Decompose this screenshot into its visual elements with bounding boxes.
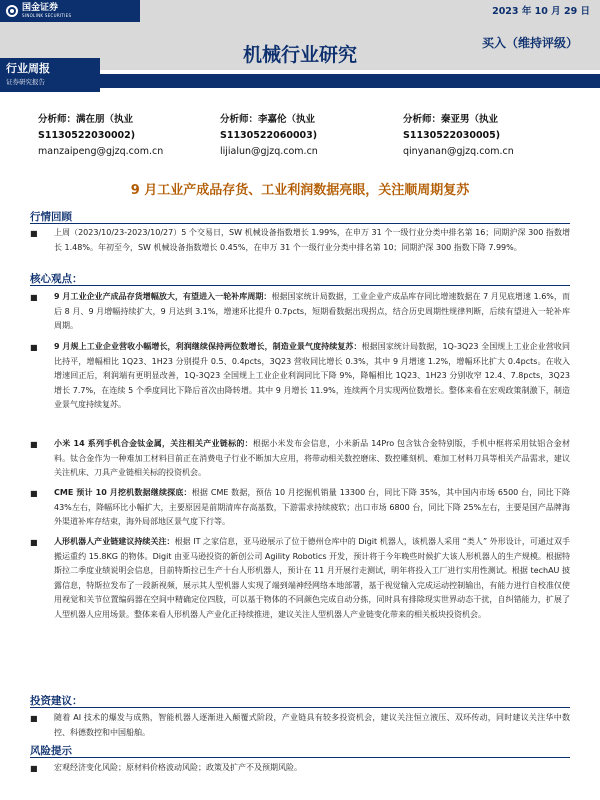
section-divider: [30, 707, 570, 708]
analyst-email[interactable]: manzaipeng@gjzq.com.cn: [38, 146, 164, 157]
logo-en: SINOLINK SECURITIES: [22, 13, 72, 18]
sinolink-logo-icon: [6, 5, 18, 17]
analyst-name: 分析师：李嘉伦（执业: [220, 114, 316, 125]
core-point: [30, 437, 570, 481]
core-point-key: 人形机器人产业链建议持续关注：: [54, 537, 175, 546]
bullet-icon: ■: [30, 440, 38, 449]
core-point-text: 根据 CME 数据，预估 10 月挖掘机销量 13300 台，同比下降 35%，其中国内市场 6500 台，同比下降 43%左右，降幅环比小幅扩大，主要原因是前期清库存高基数，下游需求持续疲软；出口市场 6800 台，同比下降 25%左右，主要是国产品牌海外渠道补库存结束，海外局部地区景气度下行等。: [54, 488, 570, 526]
analyst-name: 分析师：满在朋（执业: [38, 114, 134, 125]
rating-badge: 买入（维持评级）: [481, 36, 578, 50]
core-point: [30, 290, 570, 334]
bullet-icon: ■: [30, 343, 38, 352]
core-point-text: 根据 IT 之家信息，亚马逊展示了位于德州仓库中的 Digit 机器人，该机器人采用 “类人” 外形设计，可通过双手搬运重约 15.8KG 的物体。Digit 由亚马逊投资的新创公司 Agility Robotics 开发，预计将于今年晚些时候扩大该人形机器人的生产规模。根据特斯拉二季度业绩说明会信息，目前特斯拉已生产十台人形机器人，预计在 11 月开展行走测试，明年将投入工厂进行实用性测试。根据 techAU 披露信息，特斯拉发布了一段新视频，展示其人型机器人实现了端到端神经网络本地部署，基于视觉输入完成运动控制输出，有能力进行自校准仅使用视觉和关节位置编码器在空间中精确定位四肢，可以基于物体的不同颜色完成自动分拣，同时具有排除现实世界动态干扰，自纠错能力，扩展了人型机器人应用场景。整体来看人形机器人产业化正持续推进，建议关注人型机器人产业链变化带来的相关板块投资机会。: [54, 537, 571, 619]
analyst-block: [403, 112, 514, 160]
analyst-license: S1130522030005): [403, 130, 501, 141]
section-title-risk: 风险提示: [30, 745, 72, 757]
analyst-name: 分析师：秦亚男（执业: [403, 114, 499, 125]
core-point-key: 小米 14 系列手机合金钛金属，关注相关产业链标的：: [54, 439, 253, 448]
invest-paragraph: [30, 711, 570, 740]
section-title-core: 核心观点：: [30, 273, 83, 285]
report-header: [0, 0, 600, 110]
bullet-icon: ■: [30, 229, 38, 238]
report-date: 2023 年 10 月 29 日: [492, 6, 590, 17]
section-divider: [30, 223, 570, 224]
report-title: 机械行业研究: [242, 44, 357, 66]
bullet-icon: ■: [30, 764, 38, 773]
analyst-block: [220, 112, 318, 160]
core-point-text: 根据小米发布会信息，小米新品 14Pro 包含钛合金特别版，手机中框将采用钛铝合金材料。钛合金作为一种难加工材料目前正在消费电子行业不断加大应用，将带动相关数控磨床、数控雕刻机、难加工材料刀具等相关产品需求，建议关注机床、刀具产业链相关标的投资机会。: [54, 439, 570, 477]
analyst-block: [38, 112, 163, 160]
analyst-email[interactable]: qinyanan@gjzq.com.cn: [403, 146, 514, 157]
bullet-icon: ■: [30, 538, 38, 547]
bullet-icon: ■: [30, 489, 38, 498]
risk-text: 宏观经济变化风险；原材料价格波动风险；政策及扩产不及预期风险。: [54, 763, 302, 772]
core-point-text: 根据国家统计局数据，1Q-3Q23 全国规上工业企业营收同比持平，增幅相比 1Q23、1H23 分别提升 0.5、0.4pcts，3Q23 营收同比增长 0.3%，其中 9 月增速 1.2%，增幅环比扩大 0.4pcts。在收入增速回正后，利润端有更明显改善，1Q-3Q23 全国规上工业企业利润同比下降 9%，降幅相比 1Q23、1H23 分别收窄 12.4、7.8pcts，3Q23 增长 7.7%，在连续 5 个季度同比下降后首次由降转增。其中 9 月增长 11.9%，连续两个月实现两位数增长。整体来看在宏观政策制激下，制造业景气度持续复苏。: [54, 342, 570, 409]
analyst-license: S1130522060003): [220, 130, 318, 141]
report-headline: 9 月工业产成品存货、工业利润数据亮眼，关注顺周期复苏: [130, 183, 470, 198]
review-paragraph: [30, 226, 570, 255]
analyst-email[interactable]: lijialun@gjzq.com.cn: [220, 146, 318, 157]
core-point-text: 根据国家统计局数据，工业企业产成品库存同比增速数据在 7 月见底增速 1.6%，而后 8 月、9 月增幅持续扩大，9 月达到 3.1%，增速环比提升 0.7pcts，短期看数据出现拐点，结合历史周期性规律判断，后续有望进入一轮补库周期。: [54, 292, 570, 330]
risk-paragraph: [30, 761, 570, 776]
core-point-key: 9 月工业企业产成品存货增幅放大，有望进入一轮补库周期：: [54, 292, 272, 301]
section-divider: [30, 285, 570, 286]
logo-cn: 国金证券: [22, 3, 59, 13]
review-text: 上周（2023/10/23-2023/10/27）5 个交易日，SW 机械设备指数增长 1.99%，在申万 31 个一级行业分类中排名第 16；同期沪深 300 指数增长 1.48%。年初至今，SW 机械设备指数增长 0.45%，在申万 31 个一级行业分类中排名第 10；同期沪深 300 指数下降 7.99%。: [54, 228, 570, 252]
bullet-icon: ■: [30, 293, 38, 302]
report-type: 行业周报: [6, 62, 50, 75]
logo-text: [22, 4, 71, 18]
core-point: [30, 486, 570, 530]
invest-text: 随着 AI 技术的爆发与成熟，智能机器人逐渐进入颠覆式阶段，产业链具有较多投资机会，建议关注恒立液压、双环传动，同时建议关注华中数控、科德数控和中国船舶。: [54, 713, 570, 737]
report-subtype: 证券研究报告: [6, 78, 45, 86]
core-point-key: CME 预计 10 月挖机数据继续探底：: [54, 488, 192, 497]
bullet-icon: ■: [30, 714, 38, 723]
report-type-box: [0, 58, 100, 92]
logo-block: [0, 0, 140, 22]
analyst-license: S1130522030002): [38, 130, 136, 141]
core-point-key: 9 月规上工业企业营收小幅增长，利润继续保持两位数增长，制造业景气度持续复苏：: [54, 342, 362, 351]
section-title-invest: 投资建议：: [30, 695, 83, 707]
core-point: [30, 535, 570, 622]
section-divider: [30, 757, 570, 758]
core-point: [30, 340, 570, 413]
section-title-review: 行情回顾: [30, 211, 72, 223]
